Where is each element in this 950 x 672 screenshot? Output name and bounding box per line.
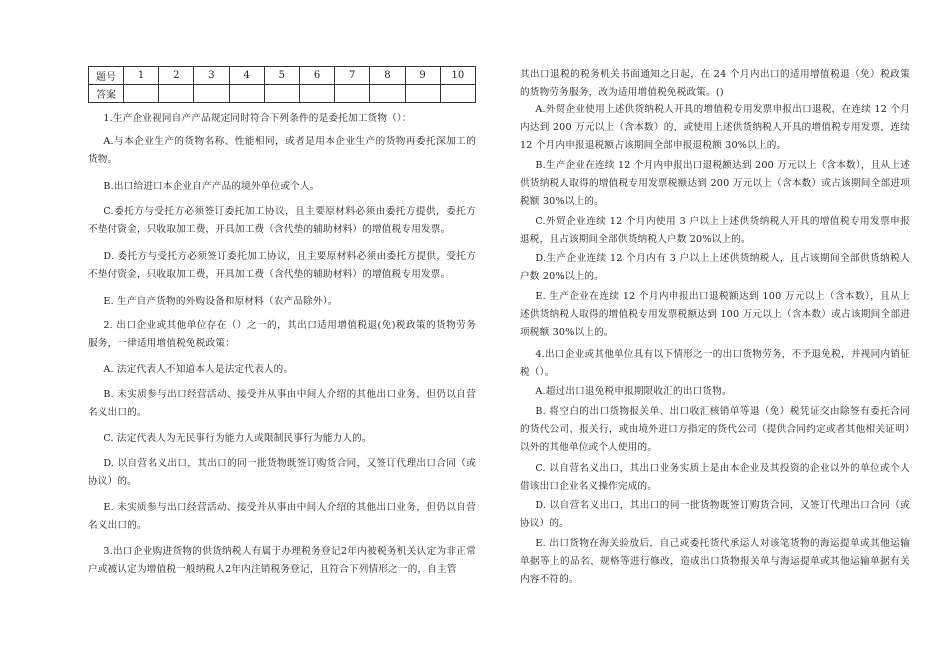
question-3-option-c: C.外贸企业连续 12 个月内使用 3 户以上上述供货纳税人开具的增值税专用发票申报退税，且占该期间全部供货纳税人户数 20%以上的。 (520, 216, 910, 245)
answer-cell[interactable] (299, 85, 334, 103)
question-number-cell: 1 (124, 67, 159, 85)
question-number-cell: 10 (440, 67, 475, 85)
question-1-option-a: A.与本企业生产的货物名称、性能相同，或者是用本企业生产的货物再委托深加工的货物。 (88, 136, 476, 165)
question-3-option-a: A.外贸企业使用上述供货纳税人开具的增值税专用发票申报出口退税，在连续 12 个月内达到 200 万元以上（含本数）的，或使用上述供货纳税人开具的增值税专用发票，连续 12 个月内申报退税额占该期间全部申报退税额 30%以上的。 (520, 104, 910, 151)
question-number-cell: 5 (264, 67, 299, 85)
question-4-option-e: E. 出口货物在海关验放后，自己或委托货代承运人对该笔货物的海运提单或其他运输单据等上的品名、规格等进行修改，造成出口货物报关单与海运提单或其他运输单据有关内容不符的。 (520, 538, 910, 585)
question-4-option-d: D. 以自营名义出口，其出口的同一批货物既签订购货合同，又签订代理出口合同（或协议）的。 (520, 500, 910, 529)
question-2-option-e: E. 未实质参与出口经营活动、接受并从事由中间人介绍的其他出口业务，但仍以自营名义出口的。 (88, 502, 476, 531)
answer-cell[interactable] (370, 85, 405, 103)
question-3-option-e: E. 生产企业在连续 12 个月内申报出口退税额达到 100 万元以上（含本数），且从上述供货纳税人取得的增值税专用发票税额达到 100 万元以上（含本数）或占该期间全部进项税额 30%以上的。 (520, 291, 910, 338)
question-2-option-a: A. 法定代表人不知道本人是法定代表人的。 (103, 364, 294, 375)
answer-row (89, 85, 476, 103)
question-3-option-b: B.生产企业在连续 12 个月内申报出口退税额达到 200 万元以上（含本数），且从上述供货纳税人取得的增值税专用发票税额达到 200 万元以上（含本数）或占该期间全部进项税额 30%以上的。 (520, 160, 910, 207)
question-2: 2. 出口企业或其他单位存在（）之一的，其出口适用增值税退(免)税政策的货物劳务服务，一律适用增值税免税政策： (88, 320, 476, 349)
answer-header: 答案 (89, 85, 124, 103)
answer-cell[interactable] (335, 85, 370, 103)
question-1-option-c: C.委托方与受托方必须签订委托加工协议，且主要原材料必须由委托方提供，委托方不垫付资金，只收取加工费，开具加工费（含代垫的辅助材料）的增值税专用发票。 (88, 206, 476, 235)
answer-table (88, 66, 476, 103)
question-1-option-d: D. 委托方与受托方必须签订委托加工协议，且主要原材料必须由委托方提供，受托方不垫付资金，只收取加工费，开具加工费（含代垫的辅助材料）的增值税专用发票。 (88, 251, 476, 280)
question-1-option-e: E. 生产自产货物的外购设备和原材料（农产品除外）。 (103, 296, 338, 307)
answer-cell[interactable] (229, 85, 264, 103)
answer-cell[interactable] (264, 85, 299, 103)
question-number-cell: 7 (335, 67, 370, 85)
question-number-cell: 2 (159, 67, 194, 85)
answer-cell[interactable] (159, 85, 194, 103)
question-3-option-d: D.生产企业连续 12 个月内有 3 户以上上述供货纳税人，且占该期间全部供货纳税人户数 20%以上的。 (520, 253, 910, 282)
question-4: 4.出口企业或其他单位具有以下情形之一的出口货物劳务，不予退免税，并视同内销征税（）。 (520, 349, 910, 378)
answer-cell[interactable] (124, 85, 159, 103)
question-4-option-c: C. 以自营名义出口，其出口业务实质上是由本企业及其投资的企业以外的单位或个人借该出口企业名义操作完成的。 (520, 463, 910, 492)
question-number-cell: 8 (370, 67, 405, 85)
answer-cell[interactable] (440, 85, 475, 103)
question-4-option-b: B. 将空白的出口货物报关单、出口收汇核销单等退（免）税凭证交由除签有委托合同的货代公司、报关行，或由境外进口方指定的货代公司（提供合同约定或者其他相关证明）以外的其他单位或个人使用的。 (520, 406, 910, 453)
question-number-header: 题号 (89, 67, 124, 85)
question-2-option-c: C. 法定代表人为无民事行为能力人或限制民事行为能力人的。 (103, 433, 372, 444)
question-3: 3.出口企业购进货物的供货纳税人有属于办理税务登记2年内被税务机关认定为非正常户或被认定为增值税一般纳税人2年内注销税务登记，且符合下列情形之一的，自主管 (88, 546, 476, 575)
question-number-cell: 9 (405, 67, 440, 85)
question-number-cell: 4 (229, 67, 264, 85)
question-2-option-b: B. 未实质参与出口经营活动、接受并从事由中间人介绍的其他出口业务，但仍以自营名义出口的。 (88, 389, 476, 418)
question-4-option-a: A.超过出口退免税申报期限收汇的出口货物。 (535, 386, 732, 397)
question-2-option-d: D. 以自营名义出口，其出口的同一批货物既签订购货合同，又签订代理出口合同（或协议）的。 (88, 458, 476, 487)
question-3-continued: 其出口退税的税务机关书面通知之日起，在 24 个月内出口的适用增值税退（免）税政策的货物劳务服务，改为适用增值税免税政策。() (520, 69, 910, 98)
question-number-cell: 3 (194, 67, 229, 85)
question-number-row (89, 67, 476, 85)
answer-cell[interactable] (194, 85, 229, 103)
answer-cell[interactable] (405, 85, 440, 103)
question-number-cell: 6 (299, 67, 334, 85)
question-1-option-b: B.出口给进口本企业自产产品的境外单位或个人。 (103, 181, 320, 192)
question-1: 1.生产企业视同自产产品规定同时符合下列条件的是委托加工货物（）： (103, 113, 412, 124)
